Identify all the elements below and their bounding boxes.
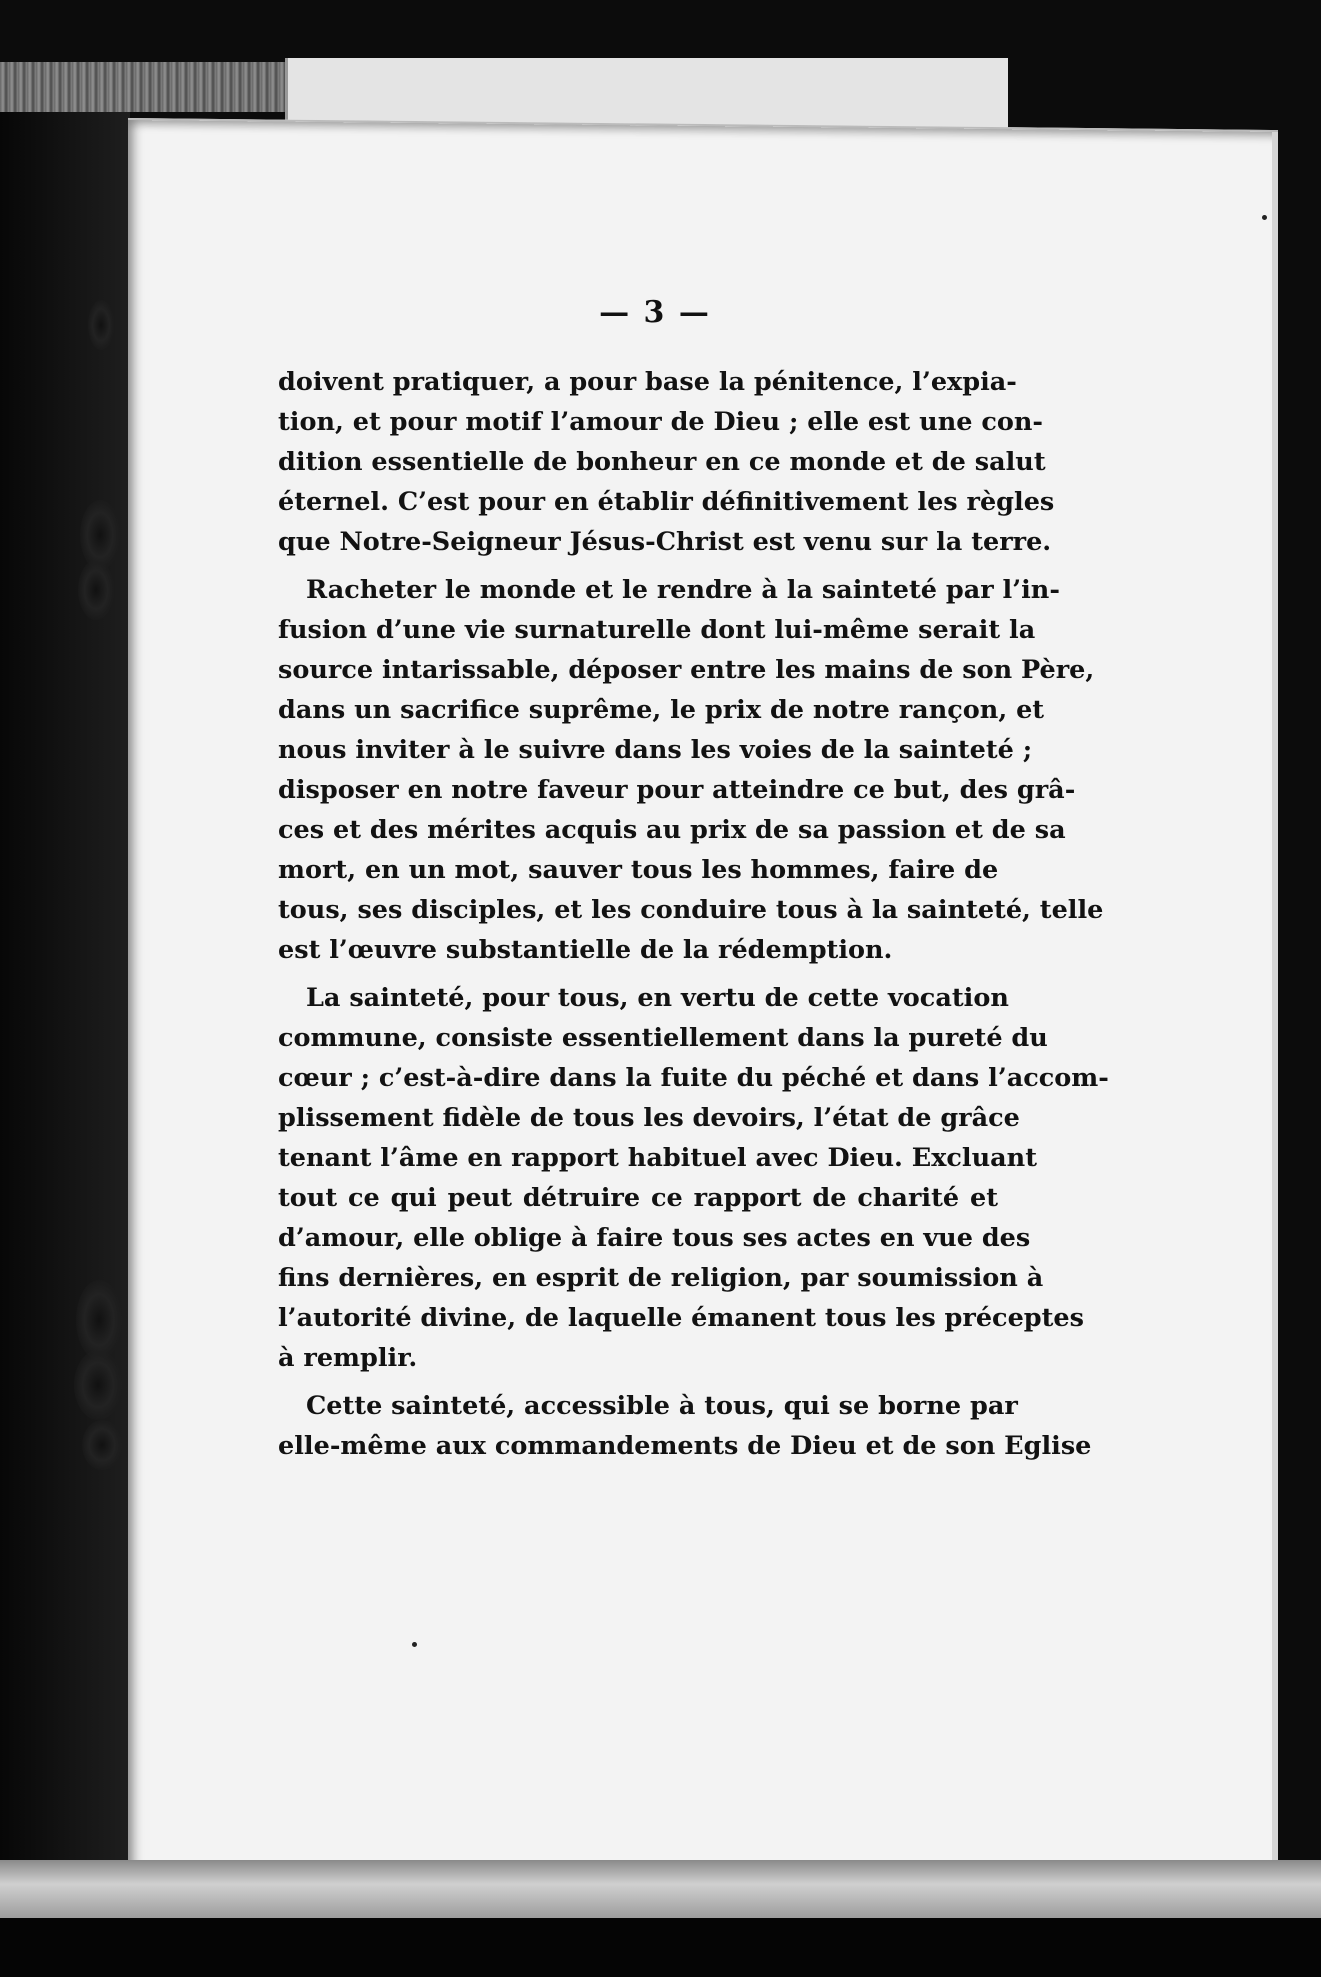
paragraph <box>278 570 1104 970</box>
text-line: éternel. C’est pour en établir définitivement les règles <box>278 487 1055 517</box>
text-line: commune, consiste essentiellement dans la pureté du <box>278 1023 1048 1053</box>
text-line: La sainteté, pour tous, en vertu de cette vocation <box>306 983 1009 1013</box>
binding-stain <box>74 1350 122 1420</box>
bottom-border <box>0 1918 1321 1977</box>
text-line: mort, en un mot, sauver tous les hommes, faire de <box>278 855 999 885</box>
text-line: d’amour, elle oblige à faire tous ses actes en vue des <box>278 1223 1031 1253</box>
text-line: ces et des mérites acquis au prix de sa passion et de sa <box>278 815 1066 845</box>
text-line: Racheter le monde et le rendre à la sainteté par l’in- <box>306 575 1060 605</box>
body-text <box>278 362 1109 1466</box>
speck <box>1262 215 1267 220</box>
text-line: doivent pratiquer, a pour base la pénitence, l’expia- <box>278 367 1017 397</box>
binding-stain <box>82 1420 122 1470</box>
paragraph <box>278 978 1109 1378</box>
text-line: elle-même aux commandements de Dieu et de son Eglise <box>278 1431 1092 1461</box>
text-line: fins dernières, en esprit de religion, par soumission à <box>278 1263 1044 1293</box>
text-line: nous inviter à le suivre dans les voies de la sainteté ; <box>278 735 1033 765</box>
text-line: tion, et pour motif l’amour de Dieu ; elle est une con- <box>278 407 1044 437</box>
text-line: source intarissable, déposer entre les mains de son Père, <box>278 655 1095 685</box>
text-line: plissement fidèle de tous les devoirs, l’état de grâce <box>278 1103 1020 1133</box>
text-line: dition essentielle de bonheur en ce monde et de salut <box>278 447 1046 477</box>
text-line: fusion d’une vie surnaturelle dont lui-même serait la <box>278 615 1036 645</box>
page-number: — 3 — <box>599 295 711 330</box>
text-line: tout ce qui peut détruire ce rapport de charité et <box>278 1183 998 1213</box>
bottom-edge-strip <box>0 1860 1321 1920</box>
paragraph <box>278 362 1055 562</box>
text-line: tous, ses disciples, et les conduire tous à la sainteté, telle <box>278 895 1104 925</box>
text-line: à remplir. <box>278 1343 418 1373</box>
text-line: cœur ; c’est-à-dire dans la fuite du péché et dans l’accom- <box>278 1063 1109 1093</box>
binding-stain <box>80 500 120 570</box>
text-line: disposer en notre faveur pour atteindre ce but, des grâ- <box>278 775 1076 805</box>
paragraph <box>278 1386 1092 1466</box>
text-line: tenant l’âme en rapport habituel avec Dieu. Excluant <box>278 1143 1037 1173</box>
speck <box>412 1642 417 1647</box>
paragraph-gap <box>278 970 998 978</box>
paragraph-gap <box>278 1378 998 1386</box>
top-edge-strip <box>0 62 290 112</box>
text-line: Cette sainteté, accessible à tous, qui se borne par <box>306 1391 1018 1421</box>
text-line: que Notre-Seigneur Jésus-Christ est venu sur la terre. <box>278 527 1052 557</box>
text-line: l’autorité divine, de laquelle émanent tous les préceptes <box>278 1303 1084 1333</box>
book-spine <box>0 90 130 1910</box>
binding-stain <box>88 300 114 350</box>
binding-stain <box>78 560 114 620</box>
text-line: est l’œuvre substantielle de la rédemption. <box>278 935 893 965</box>
text-line: dans un sacrifice suprême, le prix de notre rançon, et <box>278 695 1045 725</box>
binding-stain <box>76 1280 122 1360</box>
paragraph-gap <box>278 562 998 570</box>
